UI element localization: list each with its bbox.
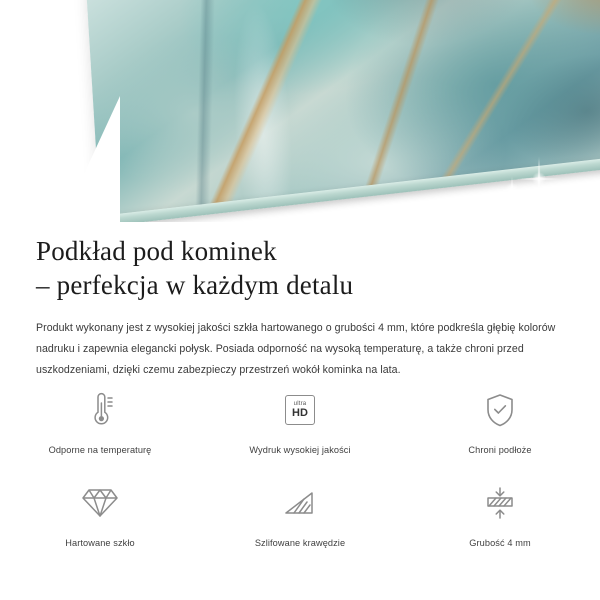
feature-item-surface-protection (400, 388, 600, 455)
hero-product-image (0, 0, 600, 222)
hero-corner-mask (60, 96, 120, 222)
ultra-hd-badge-bottom: HD (292, 407, 308, 419)
thermometer-icon (83, 388, 117, 432)
feature-row-1 (0, 388, 600, 455)
feature-item-thickness (400, 481, 600, 548)
sparkle-icon (498, 176, 526, 204)
marble-artwork-panel (86, 0, 600, 218)
feature-item-print-quality (200, 388, 400, 455)
feature-grid (0, 388, 600, 548)
feature-label: Hartowane szkło (65, 538, 135, 548)
ultra-hd-icon (285, 388, 315, 432)
description-content (0, 222, 600, 381)
diamond-icon (82, 481, 118, 525)
feature-label: Szlifowane krawędzie (254, 538, 346, 548)
page-title-line-1: Podkład pod kominek (36, 236, 277, 266)
description-paragraph: Produkt wykonany jest z wysokiej jakości szkła hartowanego o grubości 4 mm, które podkreśla głębię kolorów nadruku i zapewnia elegancki połysk. Posiada odporność na wysoką temperaturę, a także chroni przed uszkodzeniami, dzięki czemu zabezpieczy przestrzeń wokół kominka na lata. (36, 322, 556, 376)
feature-label: Odporne na temperaturę (48, 445, 152, 455)
ultra-hd-badge-top: ultra (293, 401, 307, 407)
feature-label: Wydruk wysokiej jakości (249, 445, 351, 455)
feature-item-polished-edges (200, 481, 400, 548)
polished-edges-icon (282, 481, 318, 525)
feature-label: Grubość 4 mm (469, 538, 531, 548)
shield-check-icon (483, 388, 517, 432)
feature-item-temperature (0, 388, 200, 455)
marble-veins-overlay (86, 0, 600, 218)
page-title-line-2: – perfekcja w każdym detalu (36, 270, 354, 300)
feature-item-tempered-glass (0, 481, 200, 548)
feature-label: Chroni podłoże (468, 445, 532, 455)
thickness-icon (482, 481, 518, 525)
feature-row-2 (0, 481, 600, 548)
page-title (0, 234, 600, 302)
